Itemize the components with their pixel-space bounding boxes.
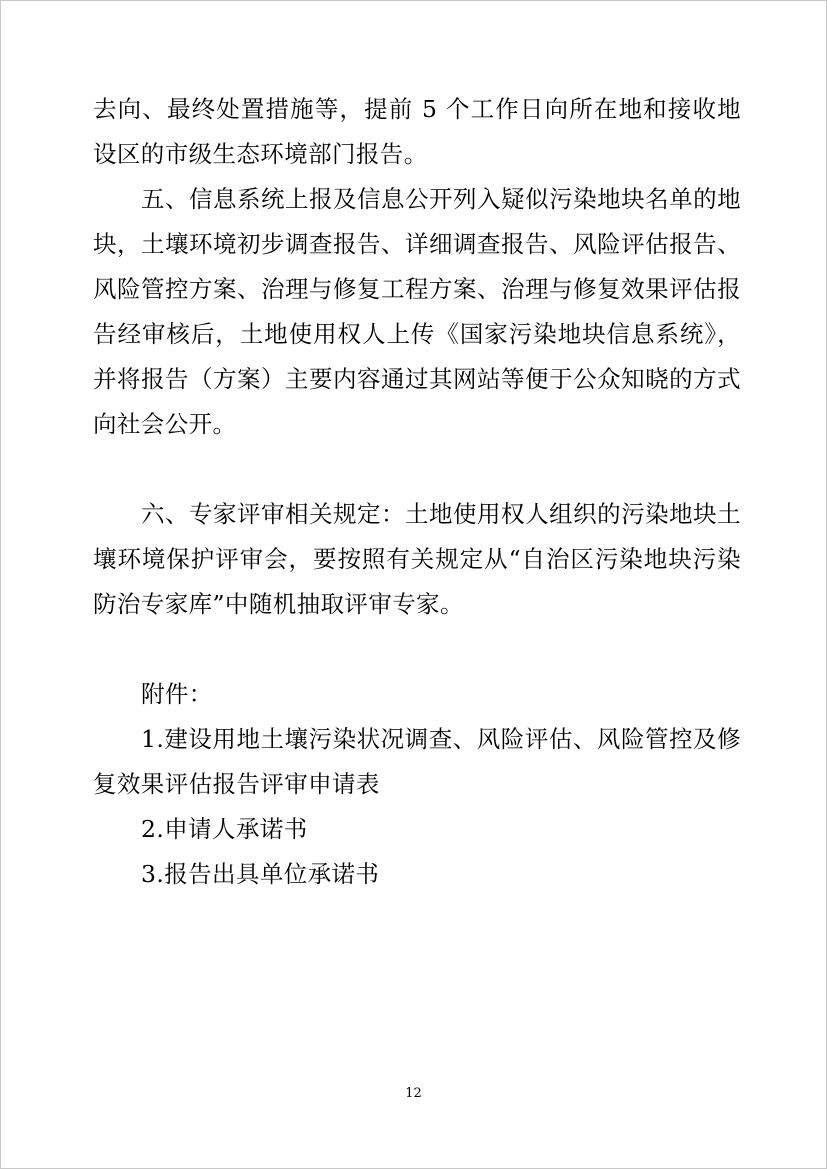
attachment-spacer <box>93 627 741 672</box>
attachment-item-1: 1.建设用地土壤污染状况调查、风险评估、风险管控及修复效果评估报告评审申请表 <box>93 725 741 798</box>
page-body <box>93 87 741 897</box>
page-number: 12 <box>405 1086 422 1101</box>
paragraph-spacer <box>93 447 741 492</box>
attachments-heading: 附件： <box>141 680 213 708</box>
paragraph-section-six: 六、专家评审相关规定：土地使用权人组织的污染地块土壤环境保护评审会，要按照有关规定从“自治区污染地块污染防治专家库”中随机抽取评审专家。 <box>93 500 741 618</box>
attachment-item-3: 3.报告出具单位承诺书 <box>141 860 380 888</box>
attachment-item-2: 2.申请人承诺书 <box>141 815 308 843</box>
paragraph-continuation: 去向、最终处置措施等，提前 5 个工作日向所在地和接收地设区的市级生态环境部门报告。 <box>93 95 741 168</box>
paragraph-section-five: 五、信息系统上报及信息公开列入疑似污染地块名单的地块，土壤环境初步调查报告、详细调查报告、风险评估报告、风险管控方案、治理与修复工程方案、治理与修复效果评估报告经审核后，土地使用权人上传《国家污染地块信息系统》，并将报告（方案）主要内容通过其网站等便于公众知晓的方式向社会公开。 <box>93 185 741 438</box>
